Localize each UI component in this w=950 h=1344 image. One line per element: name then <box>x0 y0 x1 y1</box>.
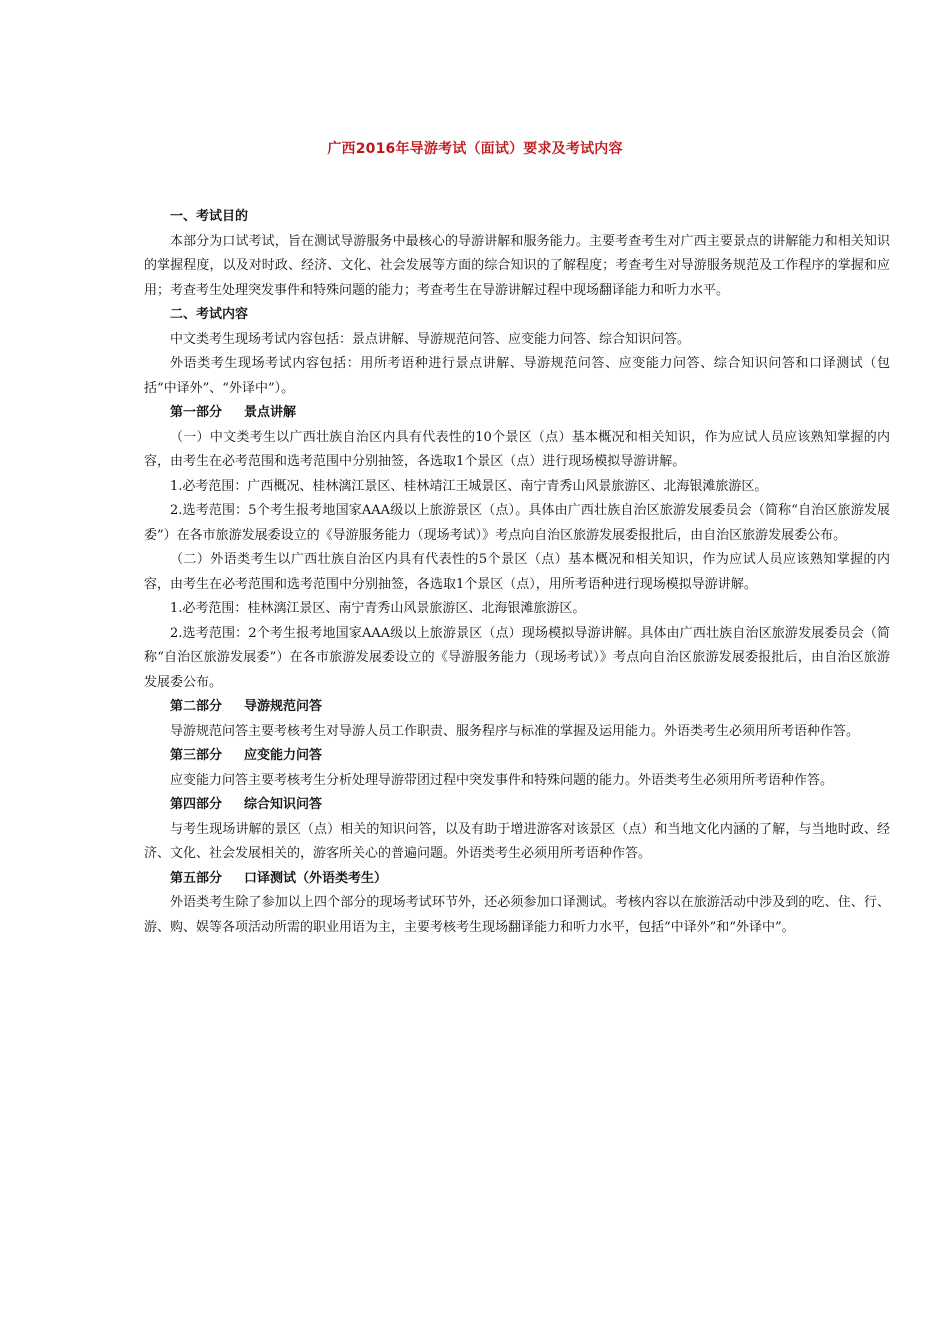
document-title: 广西2016年导游考试（面试）要求及考试内容 <box>327 141 623 157</box>
part-label: 第五部分 <box>170 870 223 886</box>
paragraph-part4: 与考生现场讲解的景区（点）相关的知识问答，以及有助于增进游客对该景区（点）和当地文化内涵的了解，与当地时政、经济、文化、社会发展相关的，游客所关心的普遍问题。外语类考生必须用所考语种作答。 <box>144 821 890 861</box>
paragraph-part3: 应变能力问答主要考核考生分析处理导游带团过程中突发事件和特殊问题的能力。外语类考生必须用所考语种作答。 <box>170 772 834 788</box>
paragraph-purpose: 本部分为口试考试，旨在测试导游服务中最核心的导游讲解和服务能力。主要考查考生对广西主要景点的讲解能力和相关知识的掌握程度，以及对时政、经济、文化、社会发展等方面的综合知识的了解程度；考查考生对导游服务规范及工作程序的掌握和应用；考查考生处理突发事件和特殊问题的能力；考查考生在导游讲解过程中现场翻译能力和听力水平。 <box>144 233 890 298</box>
paragraph-part1-required: 1.必考范围：广西概况、桂林漓江景区、桂林靖江王城景区、南宁青秀山风景旅游区、北海银滩旅游区。 <box>170 478 768 494</box>
part-label: 第三部分 <box>170 748 223 763</box>
paragraph-part1-foreign: （二）外语类考生以广西壮族自治区内具有代表性的5个景区（点）基本概况和相关知识，作为应试人员应该熟知掌握的内容，由考生在必考范围和选考范围中分别抽签，各选取1个景区（点），用所考语种进行现场模拟导游讲解。 <box>144 552 890 592</box>
paragraph-part1-foreign-optional: 2.选考范围：2个考生报考地国家AAA级以上旅游景区（点）现场模拟导游讲解。具体由广西壮族自治区旅游发展委员会（简称“自治区旅游发展委”）在各市旅游发展委设立的《导游服务能力（现场考试）》考点向自治区旅游发展委报批后，由自治区旅游发展委公布。 <box>144 625 890 690</box>
part-heading-5 <box>144 867 890 892</box>
paragraph-part5: 外语类考生除了参加以上四个部分的现场考试环节外，还必须参加口译测试。考核内容以在旅游活动中涉及到的吃、住、行、游、购、娱等各项活动所需的职业用语为主，主要考核考生现场翻译能力和听力水平，包括“中译外”和“外译中”。 <box>144 895 890 935</box>
part-heading-1 <box>144 401 890 426</box>
part-heading-3 <box>144 744 890 769</box>
section-heading-content: 二、考试内容 <box>170 307 249 322</box>
part-title: 口译测试（外语类考生） <box>244 870 388 886</box>
part-label: 第四部分 <box>170 797 223 812</box>
paragraph-chinese-candidates: 中文类考生现场考试内容包括：景点讲解、导游规范问答、应变能力问答、综合知识问答。 <box>170 331 691 347</box>
part-heading-2 <box>144 695 890 720</box>
paragraph-part1-optional: 2.选考范围：5个考生报考地国家AAA级以上旅游景区（点）。具体由广西壮族自治区旅游发展委员会（简称“自治区旅游发展委”）在各市旅游发展委设立的《导游服务能力（现场考试）》考点向自治区旅游发展委报批后，由自治区旅游发展委公布。 <box>144 503 890 543</box>
part-label: 第一部分 <box>170 405 223 420</box>
part-heading-4 <box>144 793 890 818</box>
part-title: 综合知识问答 <box>244 797 323 812</box>
paragraph-part1-chinese: （一）中文类考生以广西壮族自治区内具有代表性的10个景区（点）基本概况和相关知识，作为应试人员应该熟知掌握的内容，由考生在必考范围和选考范围中分别抽签，各选取1个景区（点）进行现场模拟导游讲解。 <box>144 429 890 469</box>
paragraph-foreign-candidates: 外语类考生现场考试内容包括：用所考语种进行景点讲解、导游规范问答、应变能力问答、综合知识问答和口译测试（包括“中译外”、“外译中”）。 <box>144 356 890 396</box>
part-title: 导游规范问答 <box>244 699 323 714</box>
part-title: 景点讲解 <box>244 405 297 420</box>
part-title: 应变能力问答 <box>244 748 323 763</box>
part-label: 第二部分 <box>170 699 223 714</box>
paragraph-part1-foreign-required: 1.必考范围：桂林漓江景区、南宁青秀山风景旅游区、北海银滩旅游区。 <box>170 601 586 616</box>
document-body <box>144 205 890 940</box>
section-heading-purpose: 一、考试目的 <box>170 209 249 224</box>
paragraph-part2: 导游规范问答主要考核考生对导游人员工作职责、服务程序与标准的掌握及运用能力。外语类考生必须用所考语种作答。 <box>170 723 860 739</box>
